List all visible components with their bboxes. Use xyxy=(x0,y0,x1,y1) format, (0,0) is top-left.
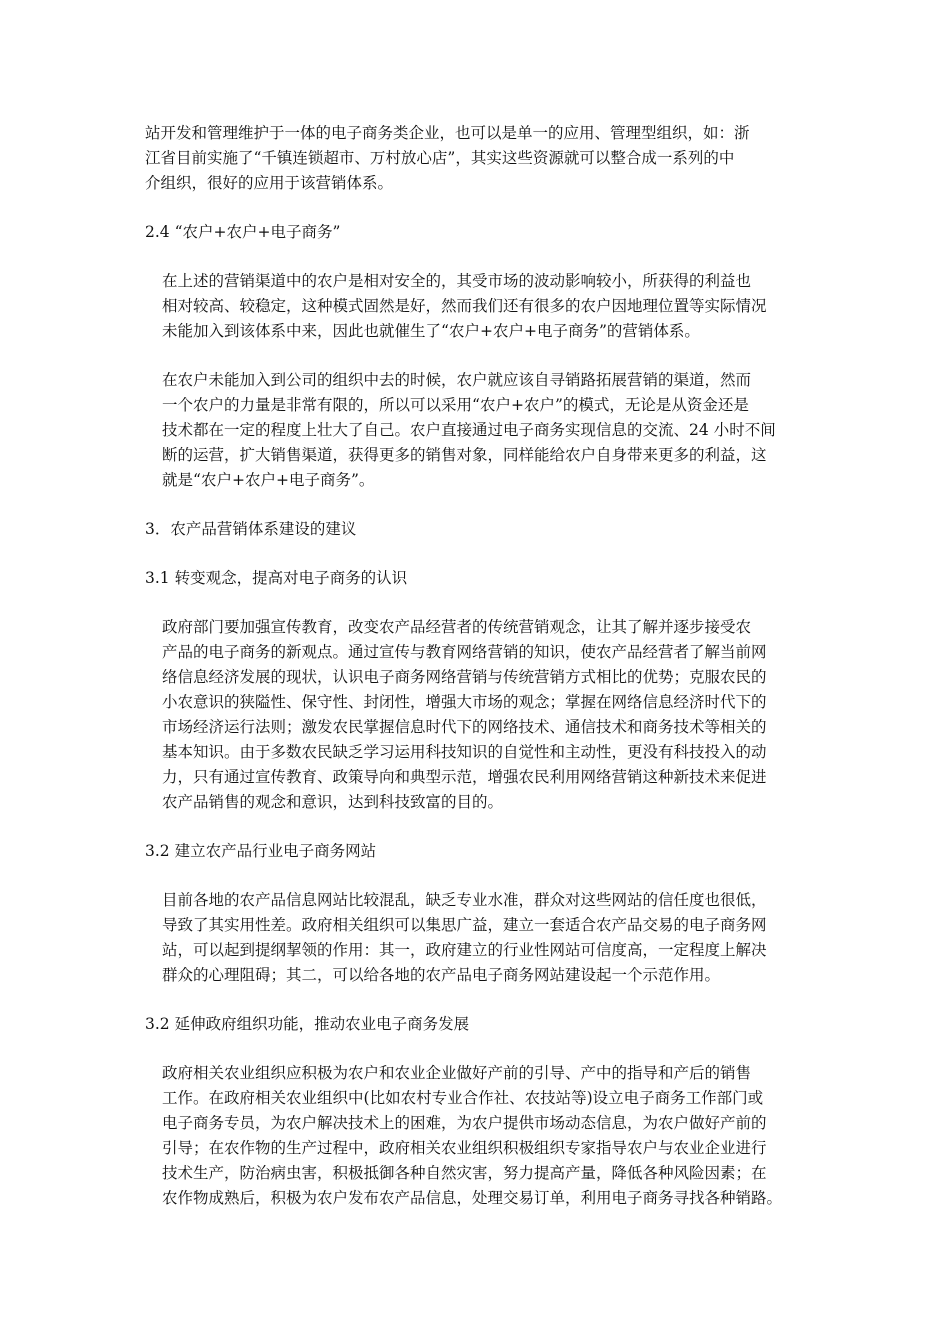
document-page xyxy=(145,121,815,1235)
section-heading-3-1: 3.1 转变观念，提高对电子商务的认识 xyxy=(145,569,408,587)
text-line: 导致了其实用性差。政府相关组织可以集思广益，建立一套适合农产品交易的电子商务网 xyxy=(162,916,767,934)
text-line: 基本知识。由于多数农民缺乏学习运用科技知识的自觉性和主动性，更没有科技投入的动 xyxy=(162,743,767,761)
text-line: 群众的心理阻碍；其二，可以给各地的农产品电子商务网站建设起一个示范作用。 xyxy=(162,966,721,984)
text-line: 相对较高、较稳定，这种模式固然是好，然而我们还有很多的农户因地理位置等实际情况 xyxy=(162,297,767,315)
text-line: 络信息经济发展的现状，认识电子商务网络营销与传统营销方式相比的优势；克服农民的 xyxy=(162,668,767,686)
text-line: 技术生产，防治病虫害，积极抵御各种自然灾害，努力提高产量，降低各种风险因素；在 xyxy=(162,1164,767,1182)
paragraph-farmer-safety xyxy=(145,269,815,344)
text-line: 站，可以起到提纲挈领的作用：其一，政府建立的行业性网站可信度高，一定程度上解决 xyxy=(162,941,767,959)
paragraph-continuation xyxy=(145,121,815,196)
section-heading-3: 3．农产品营销体系建设的建议 xyxy=(145,520,357,538)
text-line: 引导；在农作物的生产过程中，政府相关农业组织积极组织专家指导农户与农业企业进行 xyxy=(162,1139,767,1157)
text-line: 就是“农户+农户+电子商务”。 xyxy=(162,471,375,489)
text-line: 农产品销售的观念和意识，达到科技致富的目的。 xyxy=(162,793,504,811)
text-line: 政府部门要加强宣传教育，改变农产品经营者的传统营销观念，让其了解并逐步接受农 xyxy=(162,618,752,636)
section-heading-3-2b: 3.2 延伸政府组织功能，推动农业电子商务发展 xyxy=(145,1015,470,1033)
text-line: 在上述的营销渠道中的农户是相对安全的，其受市场的波动影响较小，所获得的利益也 xyxy=(162,272,752,290)
text-line: 力，只有通过宣传教育、政策导向和典型示范，增强农民利用网络营销这种新技术来促进 xyxy=(162,768,767,786)
text-line: 在农户未能加入到公司的组织中去的时候，农户就应该自寻销路拓展营销的渠道，然而 xyxy=(162,371,752,389)
text-line: 未能加入到该体系中来，因此也就催生了“农户+农户+电子商务”的营销体系。 xyxy=(162,322,700,340)
text-line: 介组织，很好的应用于该营销体系。 xyxy=(145,174,394,192)
text-line: 工作。在政府相关农业组织中(比如农村专业合作社、农技站等)设立电子商务工作部门或 xyxy=(162,1089,764,1107)
text-line: 站开发和管理维护于一体的电子商务类企业，也可以是单一的应用、管理型组织，如：浙 xyxy=(145,124,750,142)
section-heading-2-4: 2.4 “农户+农户+电子商务” xyxy=(145,223,341,241)
text-line: 产品的电子商务的新观点。通过宣传与教育网络营销的知识，使农产品经营者了解当前网 xyxy=(162,643,767,661)
paragraph-industry-website xyxy=(145,888,815,988)
text-line: 农作物成熟后，积极为农户发布农产品信息，处理交易订单，利用电子商务寻找各种销路。 xyxy=(162,1189,783,1207)
text-line: 目前各地的农产品信息网站比较混乱，缺乏专业水准，群众对这些网站的信任度也很低， xyxy=(162,891,767,909)
text-line: 江省目前实施了“千镇连锁超市、万村放心店”，其实这些资源就可以整合成一系列的中 xyxy=(145,149,735,167)
text-line: 电子商务专员，为农户解决技术上的困难，为农户提供市场动态信息，为农户做好产前的 xyxy=(162,1114,767,1132)
text-line: 技术都在一定的程度上壮大了自己。农户直接通过电子商务实现信息的交流、24 小时不间 xyxy=(162,421,776,439)
paragraph-government-function xyxy=(145,1061,815,1211)
paragraph-government-education xyxy=(145,615,815,815)
text-line: 一个农户的力量是非常有限的，所以可以采用“农户+农户”的模式，无论是从资金还是 xyxy=(162,396,749,414)
section-heading-3-2a: 3.2 建立农产品行业电子商务网站 xyxy=(145,842,377,860)
text-line: 断的运营，扩大销售渠道，获得更多的销售对象，同样能给农户自身带来更多的利益，这 xyxy=(162,446,767,464)
text-line: 政府相关农业组织应积极为农户和农业企业做好产前的引导、产中的指导和产后的销售 xyxy=(162,1064,752,1082)
text-line: 小农意识的狭隘性、保守性、封闭性，增强大市场的观念；掌握在网络信息经济时代下的 xyxy=(162,693,767,711)
text-line: 市场经济运行法则；激发农民掌握信息时代下的网络技术、通信技术和商务技术等相关的 xyxy=(162,718,767,736)
paragraph-farmer-channels xyxy=(145,368,815,493)
